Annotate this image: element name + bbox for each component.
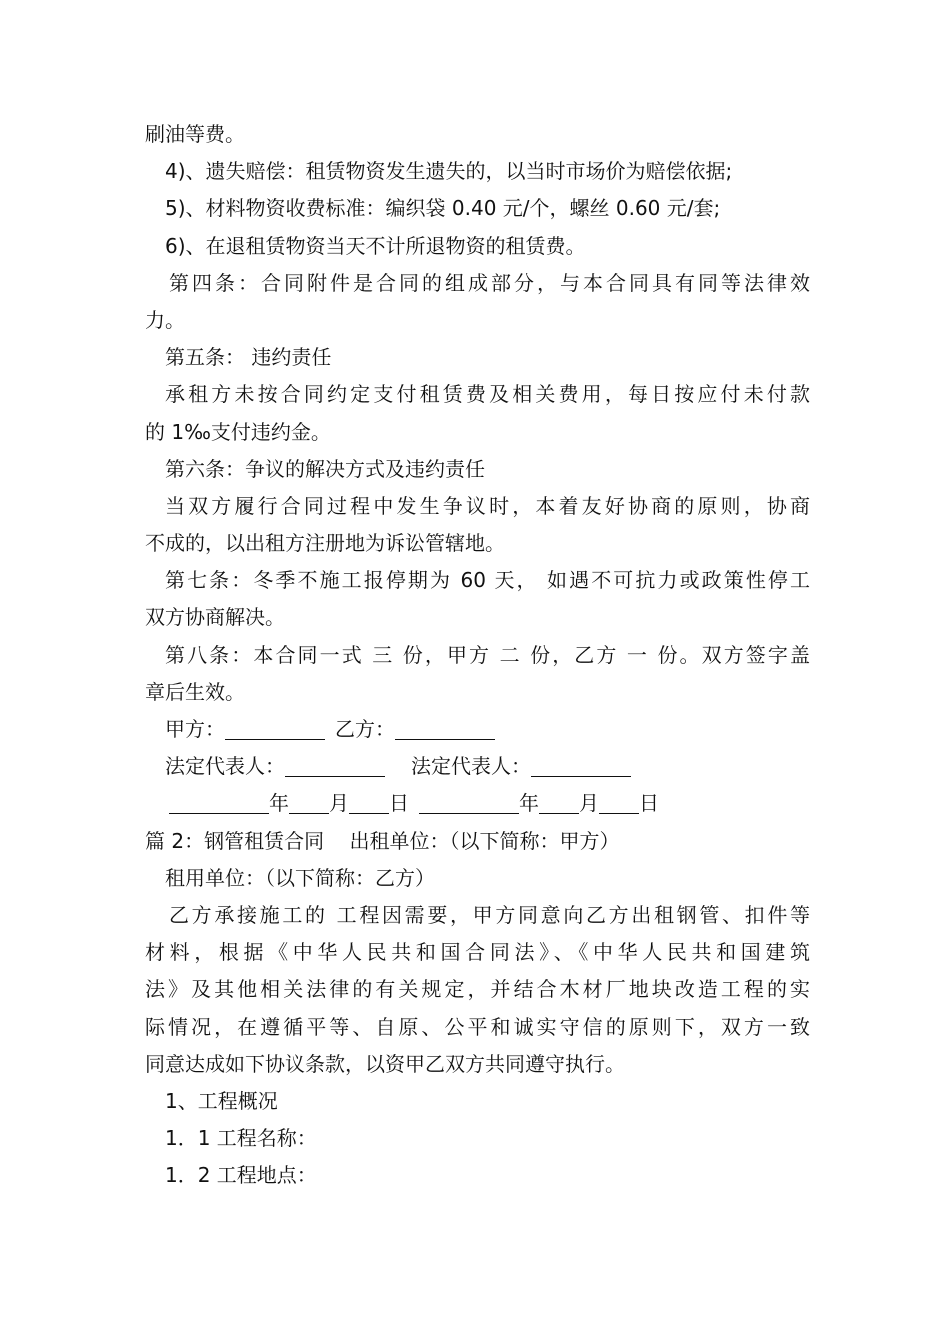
year-b-blank — [419, 793, 519, 814]
text-line: 的 1‰支付违约金。 — [145, 419, 331, 444]
text-line: 材料，根据《中华人民共和国合同法》、《中华人民共和国建筑 — [145, 940, 810, 965]
text-line: 章后生效。 — [145, 679, 245, 704]
text-line: 1．1 工程名称： — [165, 1126, 317, 1151]
text-line: 第四条：合同附件是合同的组成部分，与本合同具有同等法律效 — [169, 270, 810, 295]
text-line: 1、工程概况 — [165, 1088, 278, 1113]
text-line: 第六条：争议的解决方式及违约责任 — [165, 456, 485, 481]
rep-b-blank — [531, 756, 631, 777]
party-a-blank — [225, 719, 325, 740]
rep-a-label: 法定代表人： — [165, 754, 285, 779]
day-a-blank — [349, 793, 389, 814]
text-line: 乙方承接施工的 工程因需要，甲方同意向乙方出租钢管、扣件等 — [169, 902, 810, 927]
month-a-label: 月 — [329, 791, 349, 816]
text-line: 6)、在退租赁物资当天不计所退物资的租赁费。 — [165, 233, 586, 258]
signature-date-line — [145, 785, 810, 822]
rep-b-label: 法定代表人： — [411, 754, 531, 779]
text-line: 双方协商解决。 — [145, 605, 285, 630]
section-heading: 篇 2：钢管租赁合同 出租单位：（以下简称：甲方） — [145, 828, 620, 853]
text-line: 租用单位：（以下简称：乙方） — [165, 865, 435, 890]
party-b-label: 乙方： — [335, 717, 395, 741]
text-line: 5)、材料物资收费标准：编织袋 0.40 元/个，螺丝 0.60 元/套; — [165, 196, 721, 221]
day-a-label: 日 — [389, 791, 409, 816]
party-b-blank — [395, 719, 495, 740]
signature-parties-line — [145, 711, 810, 748]
text-line: 刷油等费。 — [145, 122, 245, 146]
text-line: 第七条：冬季不施工报停期为 60 天， 如遇不可抗力或政策性停工 — [165, 568, 810, 593]
party-a-label: 甲方： — [165, 717, 225, 741]
month-b-blank — [539, 793, 579, 814]
text-line: 第五条： 违约责任 — [165, 345, 332, 370]
text-line: 4)、遗失赔偿：租赁物资发生遗失的，以当时市场价为赔偿依据; — [165, 159, 733, 184]
text-line: 同意达成如下协议条款，以资甲乙双方共同遵守执行。 — [145, 1051, 625, 1076]
month-b-label: 月 — [579, 791, 599, 816]
text-line: 不成的，以出租方注册地为诉讼管辖地。 — [145, 531, 505, 556]
year-b-label: 年 — [519, 791, 539, 816]
document-body — [145, 116, 810, 1194]
year-a-label: 年 — [269, 791, 289, 816]
text-line: 际情况，在遵循平等、自原、公平和诚实守信的原则下，双方一致 — [145, 1014, 810, 1039]
text-line: 当双方履行合同过程中发生争议时，本着友好协商的原则，协商 — [165, 493, 810, 518]
month-a-blank — [289, 793, 329, 814]
text-line: 承租方未按合同约定支付租赁费及相关费用，每日按应付未付款 — [165, 382, 810, 407]
text-line: 第八条：本合同一式 三 份，甲方 二 份，乙方 一 份。双方签字盖 — [165, 642, 810, 667]
day-b-label: 日 — [639, 791, 659, 816]
text-line: 力。 — [145, 307, 185, 332]
signature-rep-line — [145, 748, 810, 785]
day-b-blank — [599, 793, 639, 814]
year-a-blank — [169, 793, 269, 814]
text-line: 法》及其他相关法律的有关规定，并结合木材厂地块改造工程的实 — [145, 977, 810, 1002]
rep-a-blank — [285, 756, 385, 777]
text-line: 1．2 工程地点： — [165, 1163, 317, 1188]
